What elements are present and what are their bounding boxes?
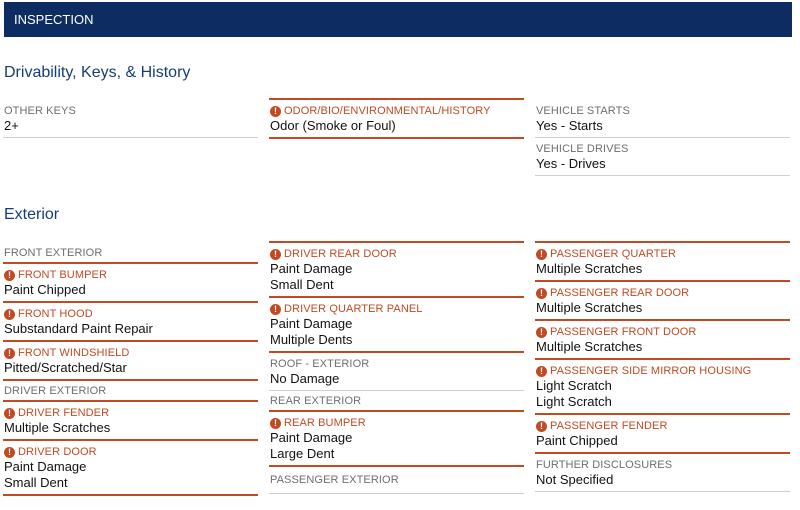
passenger-quarter-value: Multiple Scratches (536, 261, 643, 276)
vehicle-starts-label: VEHICLE STARTS (536, 105, 630, 117)
alert-icon: ! (536, 249, 547, 260)
alert-icon: ! (270, 106, 281, 117)
section-title-drivability: Drivability, Keys, & History (4, 64, 191, 81)
vehicle-starts-value: Yes - Starts (536, 118, 603, 133)
driver-exterior-label: DRIVER EXTERIOR (4, 385, 107, 397)
passenger-front-door-item (535, 321, 790, 360)
front-windshield-item (3, 342, 258, 381)
further-disclosures-item (535, 454, 790, 492)
passenger-quarter-label: PASSENGER QUARTER (550, 248, 676, 260)
roof-exterior-value: No Damage (270, 371, 340, 386)
passenger-fender-value: Paint Chipped (536, 433, 618, 448)
alert-icon: ! (536, 366, 547, 377)
alert-icon: ! (536, 327, 547, 338)
other-keys-label: OTHER KEYS (4, 105, 76, 117)
driver-door-label: DRIVER DOOR (18, 446, 97, 458)
driver-quarter-panel-label: DRIVER QUARTER PANEL (284, 303, 423, 315)
section-title-exterior: Exterior (4, 206, 60, 223)
passenger-side-mirror-item (535, 360, 790, 415)
rear-bumper-item (269, 410, 524, 467)
passenger-fender-label: PASSENGER FENDER (550, 420, 668, 432)
odor-label: ODOR/BIO/ENVIRONMENTAL/HISTORY (284, 105, 491, 117)
vehicle-drives-item (535, 138, 790, 176)
alert-icon: ! (4, 309, 15, 320)
vehicle-drives-label: VEHICLE DRIVES (536, 143, 629, 155)
odor-item (269, 98, 524, 139)
passenger-quarter-item (535, 241, 790, 282)
odor-value: Odor (Smoke or Foul) (270, 118, 396, 133)
rear-bumper-value-2: Large Dent (270, 446, 335, 461)
header-title: INSPECTION (14, 12, 94, 27)
roof-exterior-item (269, 353, 524, 391)
alert-icon: ! (270, 249, 281, 260)
rear-bumper-label: REAR BUMPER (284, 417, 366, 429)
rear-exterior-label: REAR EXTERIOR (270, 395, 362, 407)
passenger-exterior-label: PASSENGER EXTERIOR (270, 474, 399, 486)
alert-icon: ! (536, 421, 547, 432)
drivability-col-3 (535, 100, 790, 176)
driver-door-value-1: Paint Damage (4, 459, 87, 474)
front-windshield-value: Pitted/Scratched/Star (4, 360, 127, 375)
front-hood-label: FRONT HOOD (18, 308, 93, 320)
exterior-col-3 (535, 241, 790, 492)
further-disclosures-value: Not Specified (536, 472, 614, 487)
driver-rear-door-value-1: Paint Damage (270, 261, 353, 276)
driver-rear-door-item (269, 241, 524, 298)
rear-bumper-value-1: Paint Damage (270, 430, 353, 445)
alert-icon: ! (536, 288, 547, 299)
driver-quarter-panel-value-1: Paint Damage (270, 316, 353, 331)
driver-door-item (3, 441, 258, 496)
driver-door-value-2: Small Dent (4, 475, 68, 490)
exterior-col-2 (269, 241, 524, 494)
vehicle-starts-item (535, 100, 790, 138)
passenger-side-mirror-value-2: Light Scratch (536, 394, 612, 409)
passenger-front-door-value: Multiple Scratches (536, 339, 643, 354)
other-keys-value: 2+ (4, 118, 19, 133)
front-bumper-value: Paint Chipped (4, 282, 86, 297)
alert-icon: ! (270, 418, 281, 429)
front-hood-value: Substandard Paint Repair (4, 321, 153, 336)
passenger-front-door-label: PASSENGER FRONT DOOR (550, 326, 697, 338)
other-keys-item (3, 100, 258, 138)
front-bumper-item (3, 262, 258, 303)
drivability-col-2 (269, 98, 524, 139)
alert-icon: ! (4, 408, 15, 419)
front-windshield-label: FRONT WINDSHIELD (18, 347, 130, 359)
passenger-side-mirror-label: PASSENGER SIDE MIRROR HOUSING (550, 365, 752, 377)
front-hood-item (3, 303, 258, 342)
vehicle-drives-value: Yes - Drives (536, 156, 606, 171)
passenger-rear-door-label: PASSENGER REAR DOOR (550, 287, 690, 299)
passenger-side-mirror-value-1: Light Scratch (536, 378, 612, 393)
passenger-rear-door-value: Multiple Scratches (536, 300, 643, 315)
passenger-rear-door-item (535, 282, 790, 321)
driver-rear-door-value-2: Small Dent (270, 277, 334, 292)
passenger-exterior-group (269, 467, 524, 494)
driver-quarter-panel-value-2: Multiple Dents (270, 332, 353, 347)
further-disclosures-label: FURTHER DISCLOSURES (536, 459, 673, 471)
passenger-fender-item (535, 415, 790, 454)
driver-exterior-group (3, 381, 258, 400)
rear-exterior-group (269, 391, 524, 410)
driver-fender-value: Multiple Scratches (4, 420, 111, 435)
exterior-col-1 (3, 243, 258, 496)
alert-icon: ! (270, 304, 281, 315)
front-bumper-label: FRONT BUMPER (18, 269, 108, 281)
front-exterior-group (3, 243, 258, 262)
roof-exterior-label: ROOF - EXTERIOR (270, 358, 370, 370)
driver-fender-label: DRIVER FENDER (18, 407, 110, 419)
drivability-col-1 (3, 100, 258, 138)
driver-rear-door-label: DRIVER REAR DOOR (284, 248, 397, 260)
alert-icon: ! (4, 270, 15, 281)
alert-icon: ! (4, 348, 15, 359)
inspection-header (4, 2, 792, 37)
driver-quarter-panel-item (269, 298, 524, 353)
front-exterior-label: FRONT EXTERIOR (4, 247, 103, 259)
driver-fender-item (3, 400, 258, 441)
alert-icon: ! (4, 447, 15, 458)
